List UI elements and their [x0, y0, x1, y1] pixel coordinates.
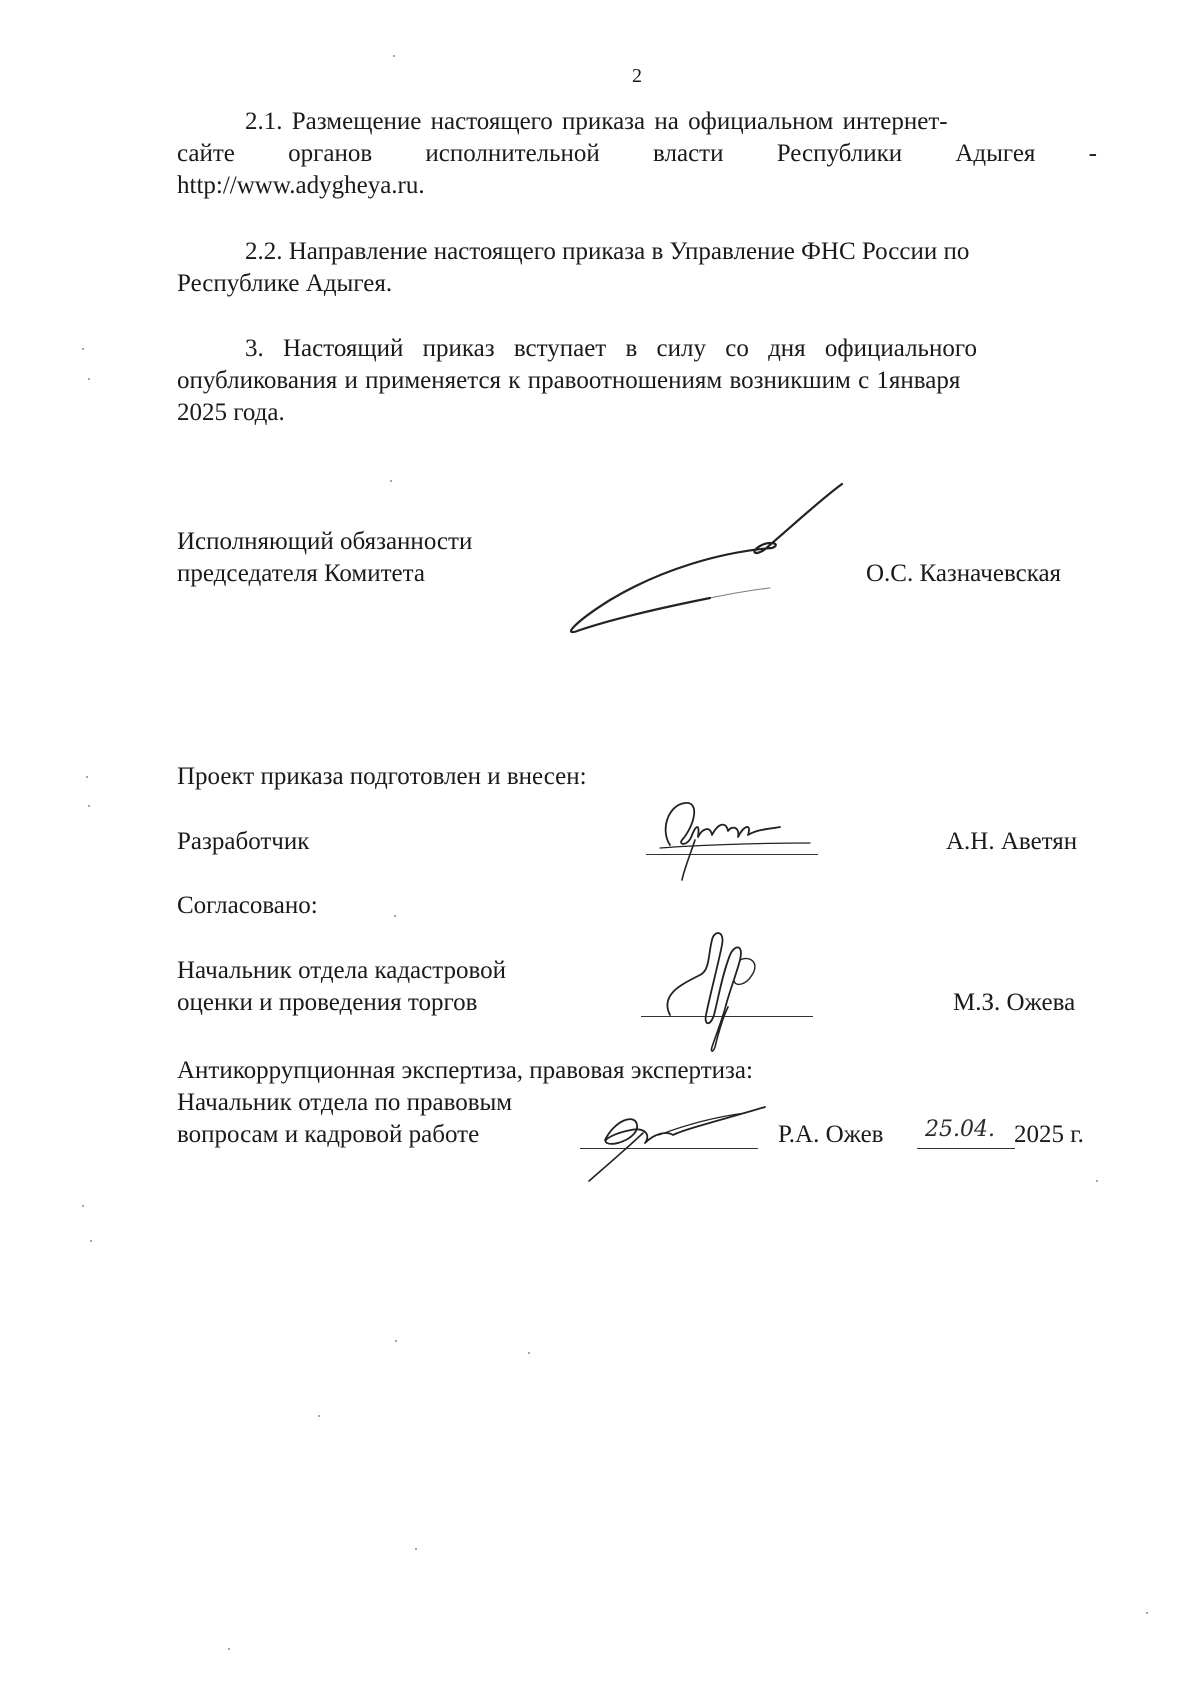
scan-speck [393, 55, 395, 57]
scan-speck [88, 805, 90, 807]
scan-speck [90, 1240, 92, 1242]
clause-2-1-url: http://www.adygheya.ru. [177, 172, 425, 199]
scan-speck [395, 1340, 397, 1342]
word: органов [288, 140, 373, 167]
project-heading: Проект приказа подготовлен и внесен: [177, 763, 587, 790]
clause-2-1-line2 [177, 138, 1097, 170]
head2-title-line2: вопросам и кадровой работе [177, 1121, 480, 1148]
agreed-label: Согласовано: [177, 892, 318, 919]
scan-speck [88, 378, 90, 380]
clause-2-2-line1: 2.2. Направление настоящего приказа в Управление ФНС России по [245, 238, 970, 265]
scan-speck [318, 1415, 320, 1417]
scan-speck [82, 348, 84, 350]
clause-3-line2: опубликования и применяется к правоотношениям возникшим с 1января [177, 367, 961, 394]
word: власти [653, 140, 724, 167]
date-line [917, 1148, 1015, 1149]
head1-name: М.З. Ожева [953, 989, 1076, 1016]
head1-title-line1: Начальник отдела кадастровой [177, 957, 506, 984]
scan-speck [390, 480, 392, 482]
word: Республики [776, 140, 903, 167]
developer-role: Разработчик [177, 828, 310, 855]
expertise-line: Антикоррупционная экспертиза, правовая экспертиза: [177, 1057, 753, 1084]
scan-speck [394, 915, 396, 917]
head2-title-line1: Начальник отдела по правовым [177, 1089, 513, 1116]
head2-name: Р.А. Ожев [778, 1121, 884, 1148]
clause-3-line3: 2025 года. [177, 399, 285, 426]
signature-developer [640, 785, 830, 885]
scan-speck [82, 1205, 84, 1207]
word: - [1088, 140, 1097, 167]
clause-2-1-line1: 2.1. Размещение настоящего приказа на официальном интернет- [245, 108, 948, 135]
word: исполнительной [425, 140, 600, 167]
scan-speck [528, 1352, 530, 1354]
scan-speck [1146, 1612, 1148, 1614]
scan-speck [415, 1548, 417, 1550]
signatory-name: О.С. Казначевская [866, 560, 1062, 587]
clause-3-line1: 3. Настоящий приказ вступает в силу со дня официального [245, 335, 977, 362]
handwritten-date: 25.04. [925, 1117, 995, 1142]
signature-head1 [650, 915, 780, 1055]
head1-title-line2: оценки и проведения торгов [177, 989, 478, 1016]
signatory-title-line1: Исполняющий обязанности [177, 528, 473, 555]
page-number: 2 [632, 65, 642, 87]
scan-speck [1096, 1180, 1098, 1182]
clause-2-2-line2: Республике Адыгея. [177, 270, 393, 297]
word: сайте [177, 140, 235, 167]
signature-head2 [575, 1085, 775, 1185]
scan-speck [228, 1648, 230, 1650]
developer-name: А.Н. Аветян [946, 828, 1078, 855]
year-suffix: 2025 г. [1014, 1121, 1084, 1148]
word: Адыгея [955, 140, 1036, 167]
signatory-title-line2: председателя Комитета [177, 560, 425, 587]
signature-main [550, 470, 870, 640]
scan-speck [86, 776, 88, 778]
